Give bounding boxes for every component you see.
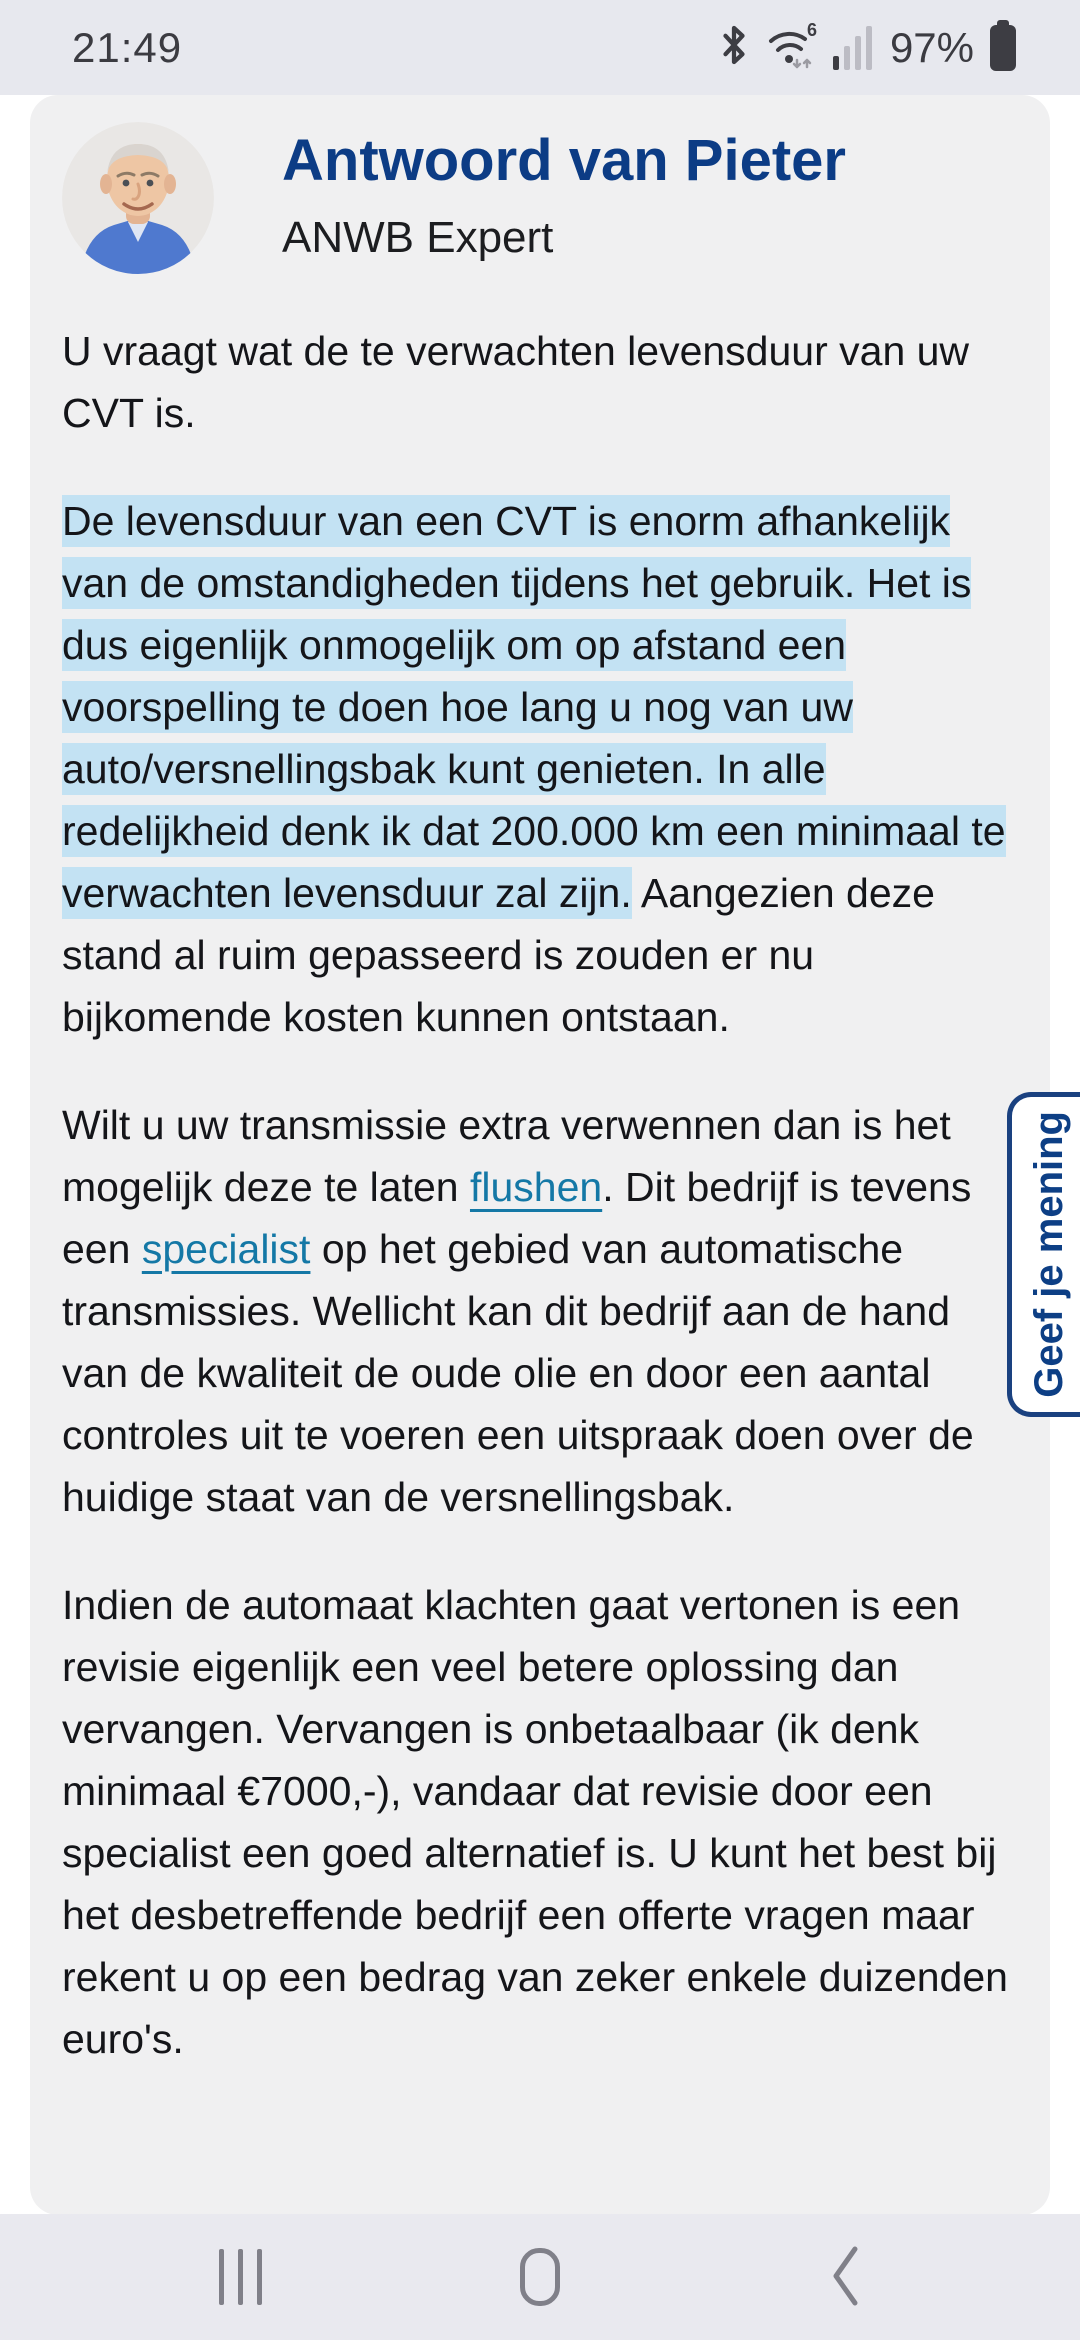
body-text: Wilt u uw transmissie extra verwennen dan is het mogelijk deze te laten — [62, 1102, 951, 1210]
feedback-tab-label: Geef je mening — [1027, 1111, 1071, 1398]
inline-link[interactable]: flushen — [469, 1164, 603, 1210]
body-text: . Dit bedrijf is tevens een — [62, 1164, 972, 1272]
recents-icon — [219, 2249, 262, 2305]
paragraph — [62, 320, 1015, 444]
home-icon — [520, 2248, 560, 2306]
paragraph — [62, 490, 1015, 1048]
home-button[interactable] — [480, 2222, 600, 2332]
battery-percent-label: 97% — [889, 23, 974, 71]
answer-body — [62, 320, 1015, 2070]
status-icons — [717, 20, 1016, 75]
back-button[interactable] — [785, 2222, 905, 2332]
highlighted-text: De levensduur van een CVT is enorm afhankelijk van de omstandigheden tijdens het gebruik. Het is dus eigenlijk onmogelijk om op afstand een voorspelling te doen hoe lang u nog van uw auto/versnellingsbak kunt genieten. In alle redelijkheid denk ik dat 200.000 km een minimaal te verwachten levensduur zal zijn. — [62, 495, 1006, 919]
svg-text:6: 6 — [806, 20, 817, 40]
expert-role-label: ANWB Expert — [282, 213, 554, 262]
body-text: U vraagt wat de te verwachten levensduur van uw CVT is. — [62, 328, 970, 436]
card-header — [62, 122, 1015, 274]
signal-strength-icon — [833, 26, 872, 70]
page-title: Antwoord van Pieter — [282, 128, 846, 193]
expert-avatar — [62, 122, 214, 274]
recents-button[interactable] — [180, 2222, 300, 2332]
wifi-6-icon — [765, 20, 819, 75]
feedback-tab[interactable] — [1007, 1092, 1080, 1417]
paragraph — [62, 1094, 1015, 1528]
answer-card — [30, 95, 1050, 2215]
bluetooth-icon — [717, 21, 751, 74]
paragraph — [62, 1574, 1015, 2070]
nav-bar — [0, 2214, 1080, 2340]
body-text: Aangezien deze stand al ruim gepasseerd is zouden er nu bijkomende kosten kunnen ontstaan. — [62, 870, 935, 1040]
back-icon — [827, 2243, 863, 2312]
body-text: Indien de automaat klachten gaat vertonen is een revisie eigenlijk een veel betere oplossing dan vervangen. Vervangen is onbetaalbaar (ik denk minimaal €7000,-), vandaar dat revisie door een specialist een goed alternatief is. U kunt het best bij het desbetreffende bedrijf een offerte vragen maar rekent u op een bedrag van zeker enkele duizenden euro's. — [62, 1582, 1008, 2062]
inline-link[interactable]: specialist — [141, 1226, 311, 1272]
battery-icon — [990, 25, 1016, 71]
status-bar — [0, 0, 1080, 95]
body-text: op het gebied van automatische transmissies. Wellicht kan dit bedrijf aan de hand van de kwaliteit de oude olie en door een aantal controles uit te voeren een uitspraak doen over de huidige staat van de versnellingsbak. — [62, 1226, 974, 1520]
header-text — [282, 122, 846, 262]
clock-label: 21:49 — [72, 23, 183, 71]
